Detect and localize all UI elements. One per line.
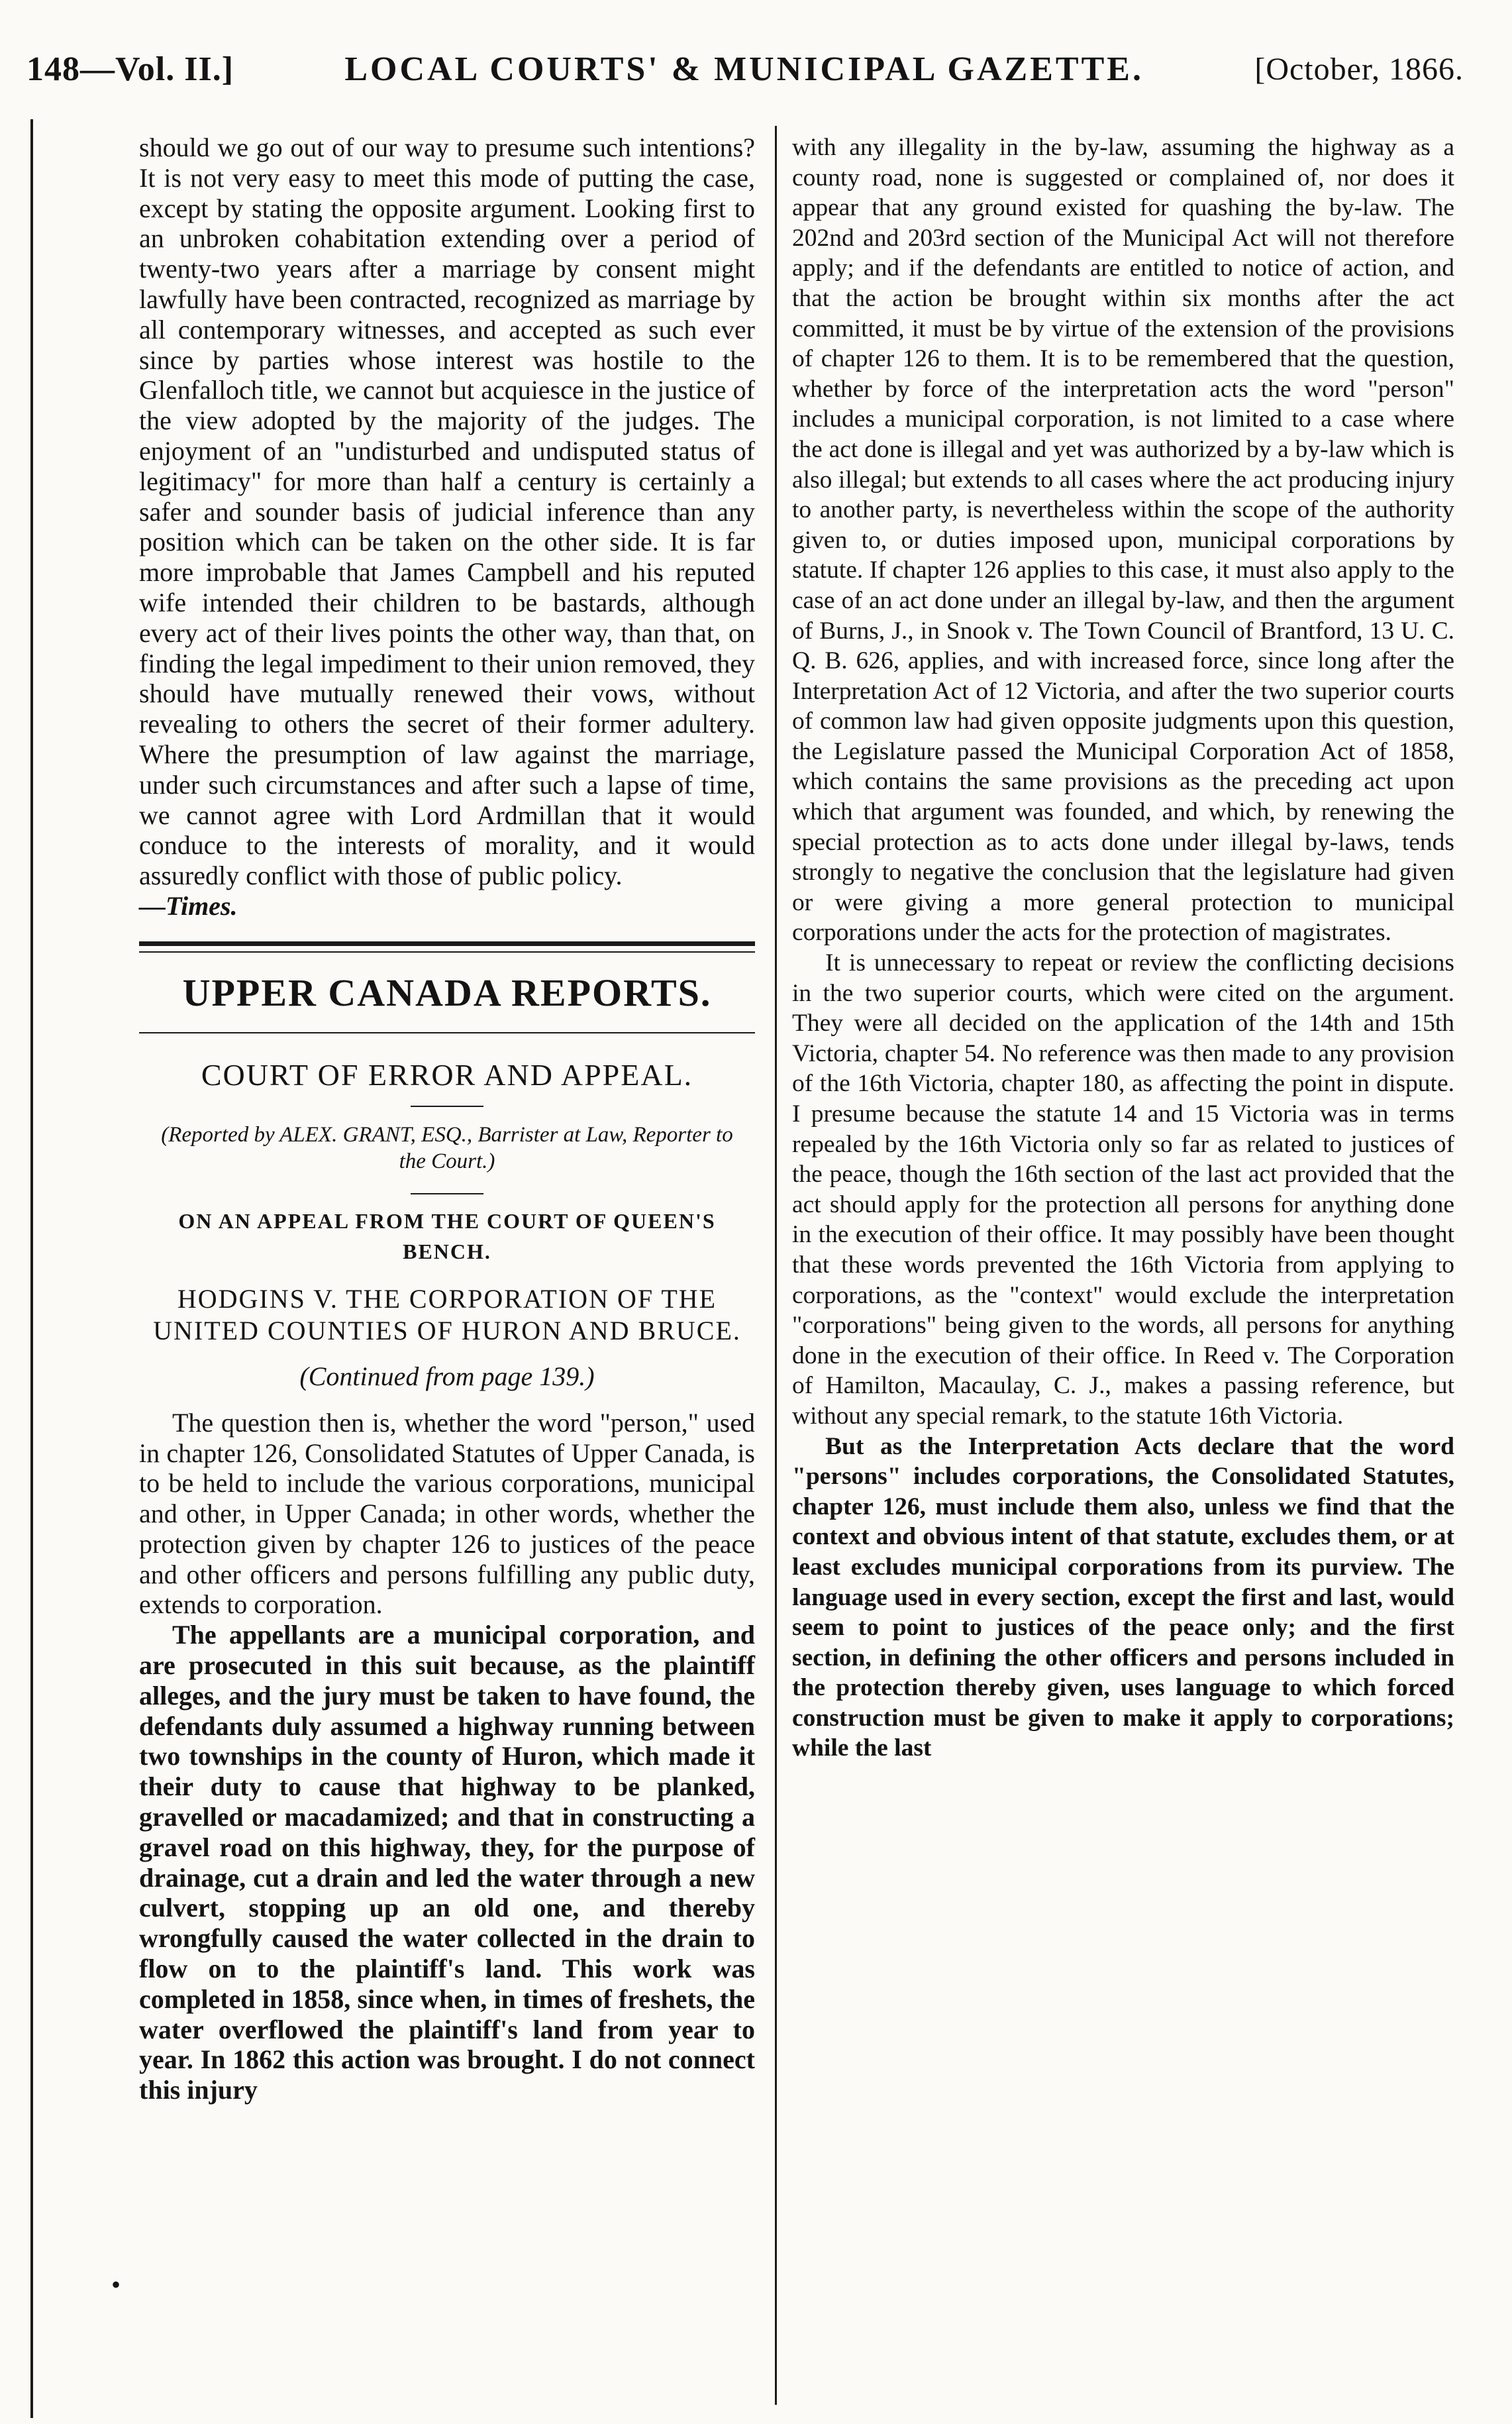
section-rule [139,1032,755,1033]
article-paragraph: It is unnecessary to repeat or review the conflicting decisions in the two superior courts, which were cited on the argument. They were all decided on the application of the 14th and 15th Victoria, chapter 54. No reference was then made to any provision of the 16th Victoria, chapter 180, as affecting the point in dispute. I presume because the statute 14 and 15 Victoria was in terms repealed by the 16th Victoria only so far as related to justices of the peace, though the 16th section of the last act provided that the act should apply for the protection all persons for anything done in the execution of their office. It may possibly have been thought that these words prevented the 16th Victoria from applying to corporations, as the "context" would exclude the interpretation "corporations" being given to the words, all persons for anything done in the execution of their office. In Reed v. The Corporation of Hamilton, Macaulay, C. J., makes a passing reference, but without any special remark, to the statute 16th Victoria. [792,949,1454,1430]
appeal-heading: ON AN APPEAL FROM THE COURT OF QUEEN'S BENCH. [178,1209,716,1264]
case-title: HODGINS V. THE CORPORATION OF THE UNITED COUNTIES OF HURON AND BRUCE. [153,1283,741,1345]
right-column [792,132,1454,1764]
short-rule [411,1193,483,1194]
article-paragraph: The appellants are a municipal corporation, and are prosecuted in this suit because, as the plaintiff alleges, and the jury must be taken to have found, the defendants duly assumed a highway running between two townships in the county of Huron, which made it their duty to cause that highway to be planked, gravelled or macadamized; and that in constructing a gravel road on this highway, they, for the purpose of drainage, cut a drain and led the water through a new culvert, stopping up an old one, and thereby wrongfully caused the water collected in the drain to flow on to the plaintiff's land. This work was completed in 1858, since when, in times of freshets, the water overflowed the plaintiff's land from year to year. In 1862 this action was brought. I do not connect this injury [139,1620,755,2105]
page-volume: 148—Vol. II.] [26,50,234,88]
section-title: UPPER CANADA REPORTS. [182,971,712,1014]
continued-note: (Continued from page 139.) [299,1361,595,1391]
page-edge-line [30,119,33,2418]
left-column [139,132,755,2105]
section-rule-thick [139,941,755,946]
article-paragraph: with any illegality in the by-law, assuming the highway as a county road, none is suggested or complained of, nor does it appear that any ground existed for quashing the by-law. The 202nd and 203rd section of the Municipal Act will not therefore apply; and if the defendants are entitled to notice of action, and that the action be brought within six months after the act committed, it must be by virtue of the extension of the provisions of chapter 126 to them. It is to be remembered that the question, whether by force of the interpretation acts the word "person" includes a municipal corporation, is not limited to a case where the act done is illegal and yet was authorized by a by-law which is also illegal; but extends to all cases where the act producing injury to another party, is nevertheless within the scope of the authority given to, or duties imposed upon, municipal corporations by statute. If chapter 126 applies to this case, it must also apply to the case of an act done under an illegal by-law, and then the argument of Burns, J., in Snook v. The Town Council of Brantford, 13 U. C. Q. B. 626, applies, and with increased force, since long after the Interpretation Act of 12 Victoria, and after the two superior courts of common law had given opposite judgments upon this question, the Legislature passed the Municipal Corporation Act of 1858, which contains the same provisions as the preceding act upon which that argument was founded, and which, by renewing the special protection as to acts done under illegal by-laws, tends strongly to negative the conclusion that the legislature had given or were giving a more general protection to municipal corporations under the acts for the protection of magistrates. [792,134,1454,947]
article-source: —Times. [139,890,238,921]
publication-title: LOCAL COURTS' & MUNICIPAL GAZETTE. [344,50,1144,88]
section-rule-thin [139,951,755,953]
page-header [26,42,1464,95]
reporter-note: (Reported by ALEX. GRANT, ESQ., Barrister at Law, Reporter to the Court.) [161,1123,733,1174]
article-paragraph: But as the Interpretation Acts declare that the word "persons" includes corporations, the Consolidated Statutes, chapter 126, must include them also, unless we find that the context and obvious intent of that statute, excludes them, or at least excludes municipal corporations from its purview. The language used in every section, except the first and last, would seem to point to justices of the peace only; and the first section, in defining the other officers and persons included in the protection thereby given, uses language to which forced construction must be given to make it apply to corporations; while the last [792,1432,1454,1762]
column-divider [775,126,777,2405]
court-heading: COURT OF ERROR AND APPEAL. [201,1057,693,1092]
article-paragraph: should we go out of our way to presume such intentions? It is not very easy to meet this mode of putting the case, except by stating the opposite argument. Looking first to an unbroken cohabitation extending over a period of twenty-two years after a marriage by consent might lawfully have been contracted, recognized as marriage by all contemporary witnesses, and accepted as such ever since by parties whose interest was hostile to the Glenfalloch title, we cannot but acquiesce in the justice of the view adopted by the majority of the judges. The enjoyment of an "undisturbed and undisputed status of legitimacy" for more than half a century is certainly a safer and sounder basis of judicial inference than any position which can be taken on the other side. It is far more improbable that James Campbell and his reputed wife intended their children to be bastards, although every act of their lives points the other way, than that, on finding the legal impediment to their union removed, they should have mutually renewed their vows, without revealing to others the secret of their former adultery. Where the presumption of law against the marriage, under such circumstances and after such a lapse of time, we cannot agree with Lord Ardmillan that it would conduce to the interests of morality, and it would assuredly conflict with those of public policy. [139,132,755,891]
article-paragraph: The question then is, whether the word "person," used in chapter 126, Consolidated Statutes of Upper Canada, is to be held to include the various corporations, municipal and other, in Upper Canada; in other words, whether the protection given by chapter 126 to justices of the peace and other officers and persons fulfilling any public duty, extends to corporation. [139,1407,755,1620]
short-rule [411,1106,483,1107]
margin-mark: • [111,2270,121,2299]
issue-date: [October, 1866. [1254,51,1464,87]
